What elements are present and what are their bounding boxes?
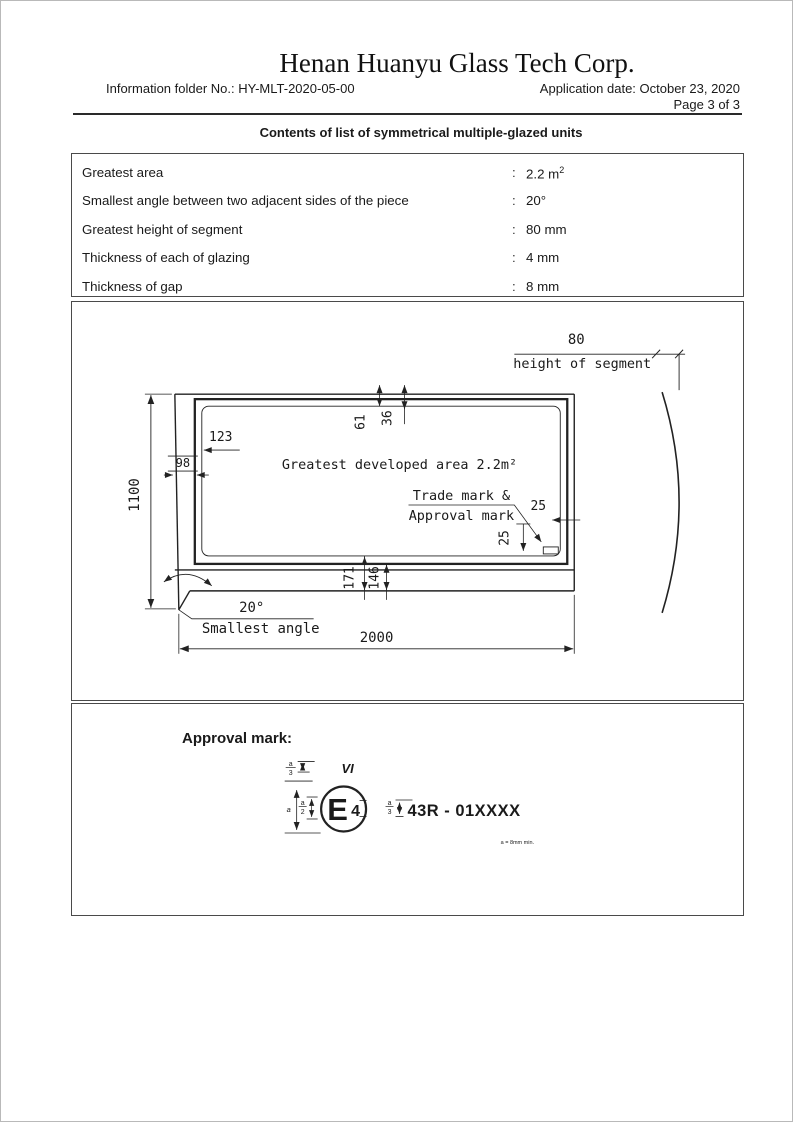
spec-value: 4 mm — [526, 250, 560, 265]
glazing-unit-drawing — [72, 302, 742, 699]
spec-label: Greatest height of segment — [82, 222, 243, 237]
table-row — [72, 250, 743, 268]
header-rule — [73, 113, 742, 115]
angle-arc — [164, 574, 212, 586]
dim-123-label: 123 — [209, 430, 233, 446]
e-mark-circle — [321, 787, 366, 832]
approval-heading: Approval mark: — [182, 730, 293, 747]
spec-colon: : — [512, 193, 516, 208]
approval-mark-section — [71, 703, 744, 916]
info-folder-number: Information folder No.: HY-MLT-2020-05-00 — [106, 81, 355, 96]
e-number: 4 — [351, 802, 361, 820]
dim-36-label: 36 — [380, 410, 396, 426]
trademark-placeholder-rect — [543, 547, 558, 554]
svg-text:a: a — [286, 804, 291, 814]
dim-80-label: 80 — [567, 332, 585, 349]
dim-a-overall — [287, 790, 297, 830]
dim-2000-label: 2000 — [359, 629, 394, 646]
svg-text:a: a — [300, 800, 305, 808]
trademark-note-line2: Approval mark — [408, 507, 515, 524]
svg-text:a: a — [387, 800, 392, 808]
table-row — [72, 222, 743, 240]
spec-label: Thickness of each of glazing — [82, 250, 250, 265]
spec-value: 20° — [526, 193, 547, 208]
segment-curve — [662, 392, 679, 613]
svg-text:3: 3 — [387, 808, 392, 816]
dim-a-half — [299, 797, 318, 819]
spec-label: Smallest angle between two adjacent sides of the piece — [82, 193, 409, 208]
dim-1100-label: 1100 — [126, 478, 143, 512]
dim-25-horizontal — [530, 499, 580, 528]
dim-a-third-top — [286, 761, 315, 777]
smallest-angle-label: Smallest angle — [201, 620, 320, 637]
spec-colon: : — [512, 222, 516, 237]
dim-25-v-label: 25 — [497, 530, 513, 546]
dim-98-label: 98 — [175, 456, 191, 471]
height-of-segment-detail — [513, 332, 685, 613]
company-title: Henan Huanyu Glass Tech Corp. — [279, 48, 635, 78]
page-number: Page 3 of 3 — [673, 97, 740, 112]
section-title: Contents of list of symmetrical multiple-glazed units — [259, 125, 583, 140]
dim-1100 — [127, 394, 176, 609]
dim-61-36 — [354, 385, 405, 430]
dim-25-vertical — [497, 524, 530, 551]
dim-171-146 — [343, 556, 387, 600]
spec-value: 8 mm — [526, 279, 560, 294]
smallest-angle-detail — [164, 574, 320, 637]
table-row — [72, 193, 743, 211]
trademark-note — [408, 488, 558, 554]
size-note: a = 8mm min. — [500, 839, 535, 846]
spec-label: Greatest area — [82, 165, 164, 180]
table-row — [72, 165, 743, 183]
class-label-vi: VI — [341, 761, 354, 777]
dim-25-h-label: 25 — [530, 498, 547, 514]
spec-colon: : — [512, 279, 516, 294]
regulation-code: 43R - 01XXXX — [407, 801, 521, 820]
trademark-note-line1: Trade mark & — [412, 488, 511, 505]
spec-colon: : — [512, 165, 516, 180]
dim-146-label: 146 — [367, 566, 383, 590]
svg-text:2: 2 — [300, 808, 305, 816]
spec-value: 80 mm — [526, 222, 567, 237]
approval-mark-diagram — [72, 704, 742, 914]
dim-123 — [204, 430, 240, 450]
svg-text:a: a — [288, 761, 293, 769]
spec-label: Thickness of gap — [82, 279, 183, 294]
smallest-angle-value: 20° — [239, 599, 265, 616]
spec-value: 2.2 $m^2$ — [526, 165, 565, 182]
spec-table — [71, 153, 744, 297]
application-date: Application date: October 23, 2020 — [539, 81, 740, 96]
height-of-segment-label: height of segment — [513, 356, 652, 373]
table-row — [72, 279, 743, 297]
svg-text:3: 3 — [288, 770, 293, 778]
spec-colon: : — [512, 250, 516, 265]
dim-61-label: 61 — [353, 414, 369, 430]
developed-area-label: Greatest developed area 2.2m² — [281, 457, 518, 474]
technical-drawing — [71, 301, 744, 701]
e-letter: E — [327, 791, 348, 827]
dim-171-label: 171 — [342, 566, 358, 590]
